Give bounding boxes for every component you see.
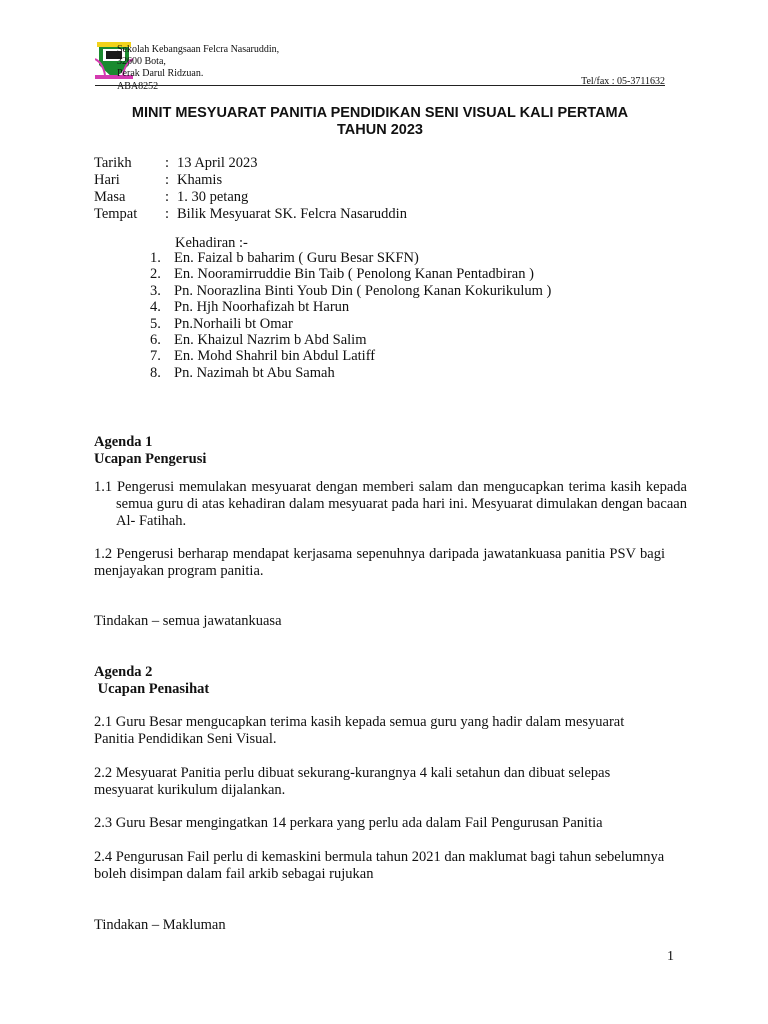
agenda-2-paragraph-1: 2.1 Guru Besar mengucapkan terima kasih kepada semua guru yang hadir dalam mesyuarat Panitia Pendidikan Seni Visual. — [94, 714, 625, 747]
agenda-2-title: Ucapan Penasihat — [94, 681, 210, 697]
page-number: 1 — [667, 949, 674, 964]
header-rule — [95, 85, 665, 86]
agenda-1-paragraph-1: 1.1 Pengerusi memulakan mesyuarat dengan memberi salam dan mengucapkan terima kasih kepada semua guru di atas kehadiran dalam mesyuarat pada hari ini. Mesyuarat dimulakan dengan bacaan Al- Fatihah. — [94, 479, 687, 529]
agenda-2-paragraph-2: 2.2 Mesyuarat Panitia perlu dibuat sekurang-kurangnya 4 kali setahun dan dibuat selepas mesyuarat kurikulum dijalankan. — [94, 765, 611, 798]
agenda-2-action: Tindakan – Makluman — [94, 917, 226, 933]
agenda-2-paragraph-4: 2.4 Pengurusan Fail perlu di kemaskini bermula tahun 2021 dan maklumat bagi tahun sebelumnya boleh disimpan dalam fail arkib sebagai rujukan — [94, 849, 665, 882]
agenda-2-paragraph-3: 2.3 Guru Besar mengingatkan 14 perkara yang perlu ada dalam Fail Pengurusan Panitia — [94, 815, 603, 831]
agenda-1-paragraph-2: 1.2 Pengerusi berharap mendapat kerjasama sepenuhnya daripada jawatankuasa panitia PSV bagi menjayakan program panitia. — [94, 546, 665, 579]
letterhead — [95, 41, 665, 92]
agenda-1-label: Agenda 1 — [94, 434, 153, 450]
agenda-1-action: Tindakan – semua jawatankuasa — [94, 613, 282, 629]
agenda-2-label: Agenda 2 — [94, 664, 153, 680]
attendance-heading: Kehadiran :- — [175, 235, 248, 251]
agenda-1-title: Ucapan Pengerusi — [94, 451, 207, 467]
telfax: Tel/fax : 05-3711632 — [581, 76, 665, 87]
document-title: MINIT MESYUARAT PANITIA PENDIDIKAN SENI VISUAL KALI PERTAMA TAHUN 2023 — [131, 105, 629, 138]
school-address: Sekolah Kebangsaan Felcra Nasaruddin, 32600 Bota, Perak Darul Ridzuan. ABA8252 — [117, 44, 280, 92]
